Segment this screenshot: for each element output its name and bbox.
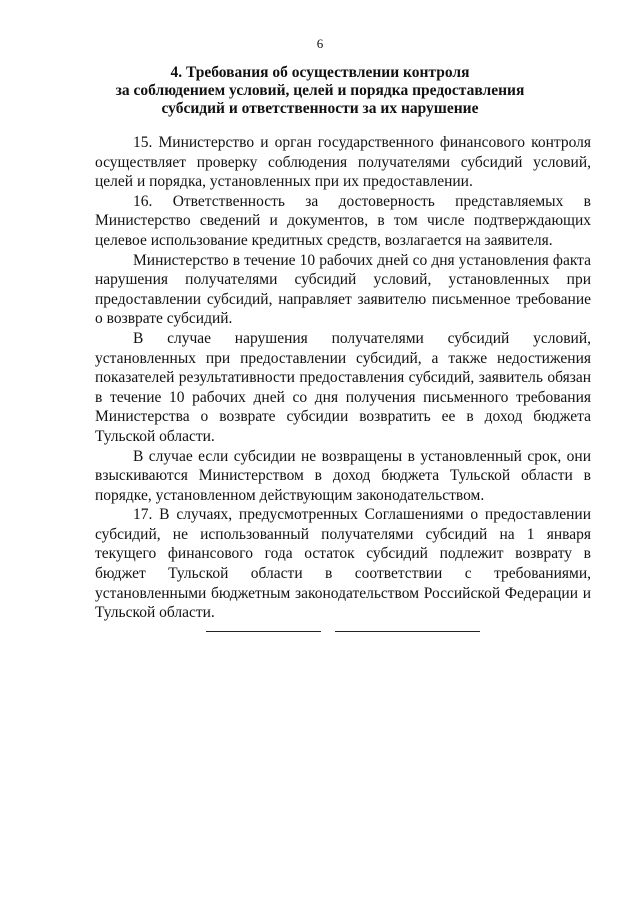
heading-line-3: субсидий и ответственности за их нарушение	[161, 100, 479, 117]
separator-gap	[321, 629, 335, 634]
heading-line-2: за соблюдением условий, целей и порядка предоставления	[115, 82, 525, 99]
section-heading	[60, 64, 580, 118]
paragraph-violation: В случае нарушения получателями субсидий условий, установленных при предоставлении субсидий, а также недостижения показателей результативности предоставления субсидий, заявитель обязан в течение 10 рабочих дней со дня получения письменного требования Министерства о возврате субсидии возвратить ее в доход бюджета Тульской области.	[95, 329, 591, 445]
page-number: 6	[316, 36, 324, 51]
paragraph-recovery: В случае если субсидии не возвращены в установленный срок, они взыскиваются Министерством в доход бюджета Тульской области в порядке, установленном действующим законодательством.	[95, 447, 591, 504]
end-separator-line	[206, 631, 480, 632]
paragraph-15: 15. Министерство и орган государственного финансового контроля осуществляет проверку соблюдения получателями субсидий условий, целей и порядка, установленных при их предоставлении.	[95, 134, 591, 191]
paragraph-17: 17. В случаях, предусмотренных Соглашениями о предоставлении субсидий, не использованный получателями субсидий на 1 января текущего финансового года остаток субсидий подлежит возврату в бюджет Тульской области в соответствии с требованиями, установленными бюджетным законодательством Российской Федерации и Тульской области.	[95, 506, 591, 622]
paragraph-notice: Министерство в течение 10 рабочих дней со дня установления факта нарушения получателями субсидий условий, установленных при предоставлении субсидий, направляет заявителю письменное требование о возврате субсидий.	[95, 251, 591, 328]
section-body	[95, 133, 591, 623]
paragraph-16: 16. Ответственность за достоверность представляемых в Министерство сведений и документов, в том числе подтверждающих целевое использование кредитных средств, возлагается на заявителя.	[95, 192, 591, 249]
heading-line-1: 4. Требования об осуществлении контроля	[170, 64, 470, 81]
